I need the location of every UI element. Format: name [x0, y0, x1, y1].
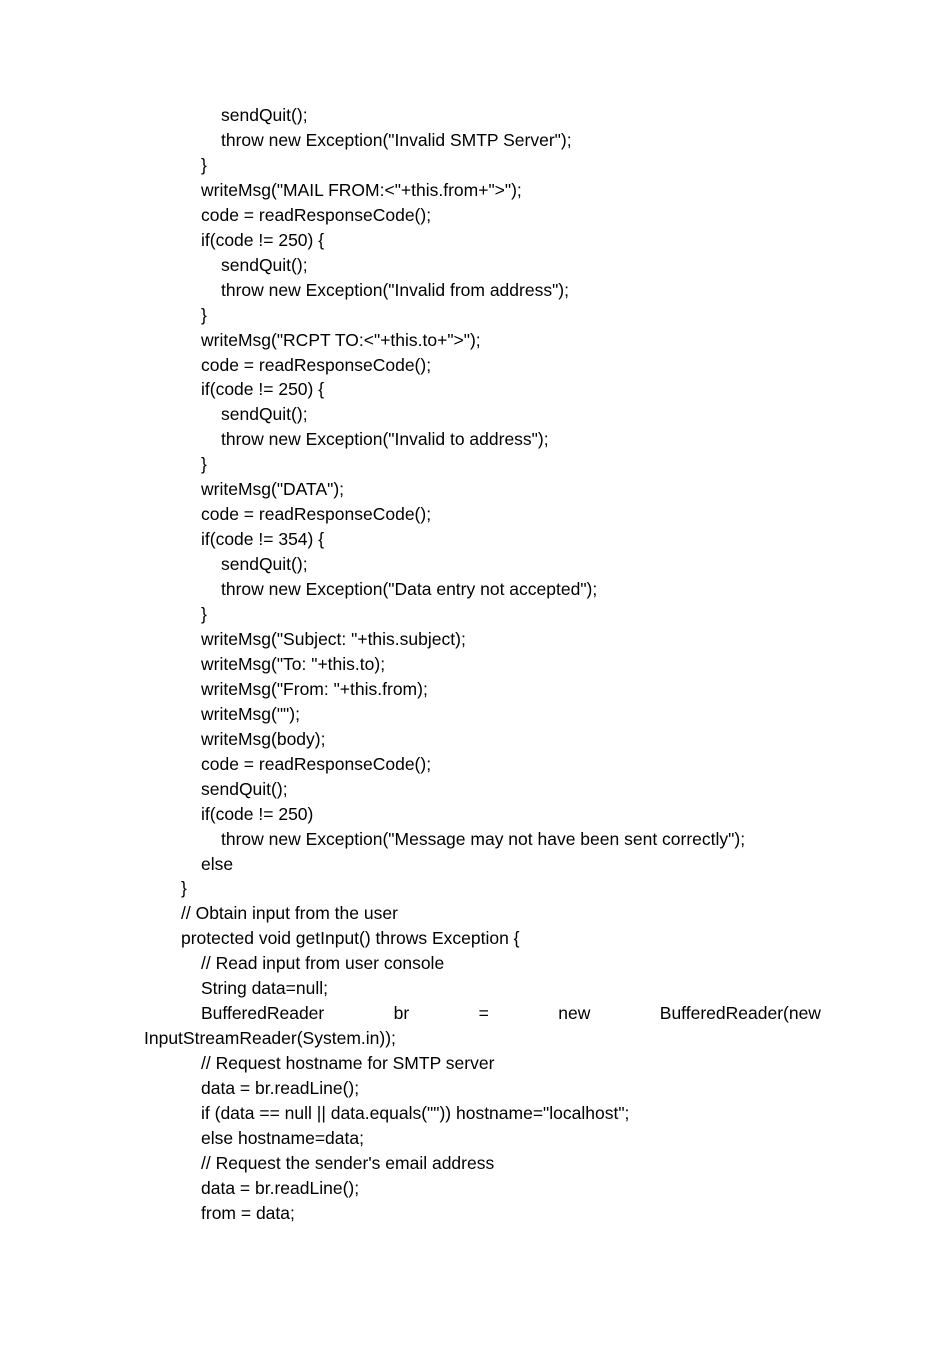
code-line: else	[201, 854, 234, 874]
code-line: if(code != 250)	[201, 804, 314, 824]
code-line: throw new Exception("Invalid SMTP Server");	[221, 130, 572, 150]
code-line: if (data == null || data.equals("")) hostname="localhost";	[201, 1103, 630, 1123]
code-line: protected void getInput() throws Exception {	[181, 928, 520, 948]
code-token: br	[393, 1003, 410, 1023]
code-line: data = br.readLine();	[201, 1178, 360, 1198]
code-line: sendQuit();	[201, 779, 288, 799]
code-line: writeMsg(body);	[201, 729, 326, 749]
code-line: }	[201, 155, 207, 175]
code-line: data = br.readLine();	[201, 1078, 360, 1098]
code-line: }	[201, 604, 207, 624]
code-line: code = readResponseCode();	[201, 355, 432, 375]
code-line: // Request hostname for SMTP server	[201, 1053, 495, 1073]
code-line: throw new Exception("Invalid to address");	[221, 429, 549, 449]
code-line: writeMsg("");	[201, 704, 300, 724]
code-line: throw new Exception("Message may not have been sent correctly");	[221, 829, 746, 849]
code-line: writeMsg("MAIL FROM:<"+this.from+">");	[201, 180, 522, 200]
code-line: if(code != 250) {	[201, 379, 325, 399]
code-line: // Obtain input from the user	[181, 903, 398, 923]
code-line: if(code != 354) {	[201, 529, 325, 549]
code-line: code = readResponseCode();	[201, 504, 432, 524]
code-line: writeMsg("DATA");	[201, 479, 345, 499]
code-line: writeMsg("To: "+this.to);	[201, 654, 386, 674]
code-line: String data=null;	[201, 978, 328, 998]
code-line: sendQuit();	[221, 554, 308, 574]
code-line: // Request the sender's email address	[201, 1153, 495, 1173]
code-line: writeMsg("Subject: "+this.subject);	[201, 629, 466, 649]
code-line-justified	[201, 1003, 821, 1023]
code-line: writeMsg("RCPT TO:<"+this.to+">");	[201, 330, 481, 350]
code-token: BufferedReader	[201, 1003, 325, 1023]
code-line: sendQuit();	[221, 404, 308, 424]
code-line: sendQuit();	[221, 105, 308, 125]
code-line: code = readResponseCode();	[201, 754, 432, 774]
code-token: new	[558, 1003, 591, 1023]
code-line: writeMsg("From: "+this.from);	[201, 679, 428, 699]
code-line: }	[181, 878, 187, 898]
code-line: code = readResponseCode();	[201, 205, 432, 225]
code-line: throw new Exception("Invalid from address");	[221, 280, 569, 300]
code-line: from = data;	[201, 1203, 295, 1223]
code-line: throw new Exception("Data entry not accepted");	[221, 579, 598, 599]
code-token: BufferedReader(new	[659, 1003, 821, 1023]
code-line: }	[201, 305, 207, 325]
code-line: else hostname=data;	[201, 1128, 364, 1148]
code-line: if(code != 250) {	[201, 230, 325, 250]
code-line: InputStreamReader(System.in));	[144, 1028, 396, 1048]
code-line: // Read input from user console	[201, 953, 445, 973]
code-token: =	[478, 1003, 489, 1023]
code-line: }	[201, 454, 207, 474]
code-line: sendQuit();	[221, 255, 308, 275]
